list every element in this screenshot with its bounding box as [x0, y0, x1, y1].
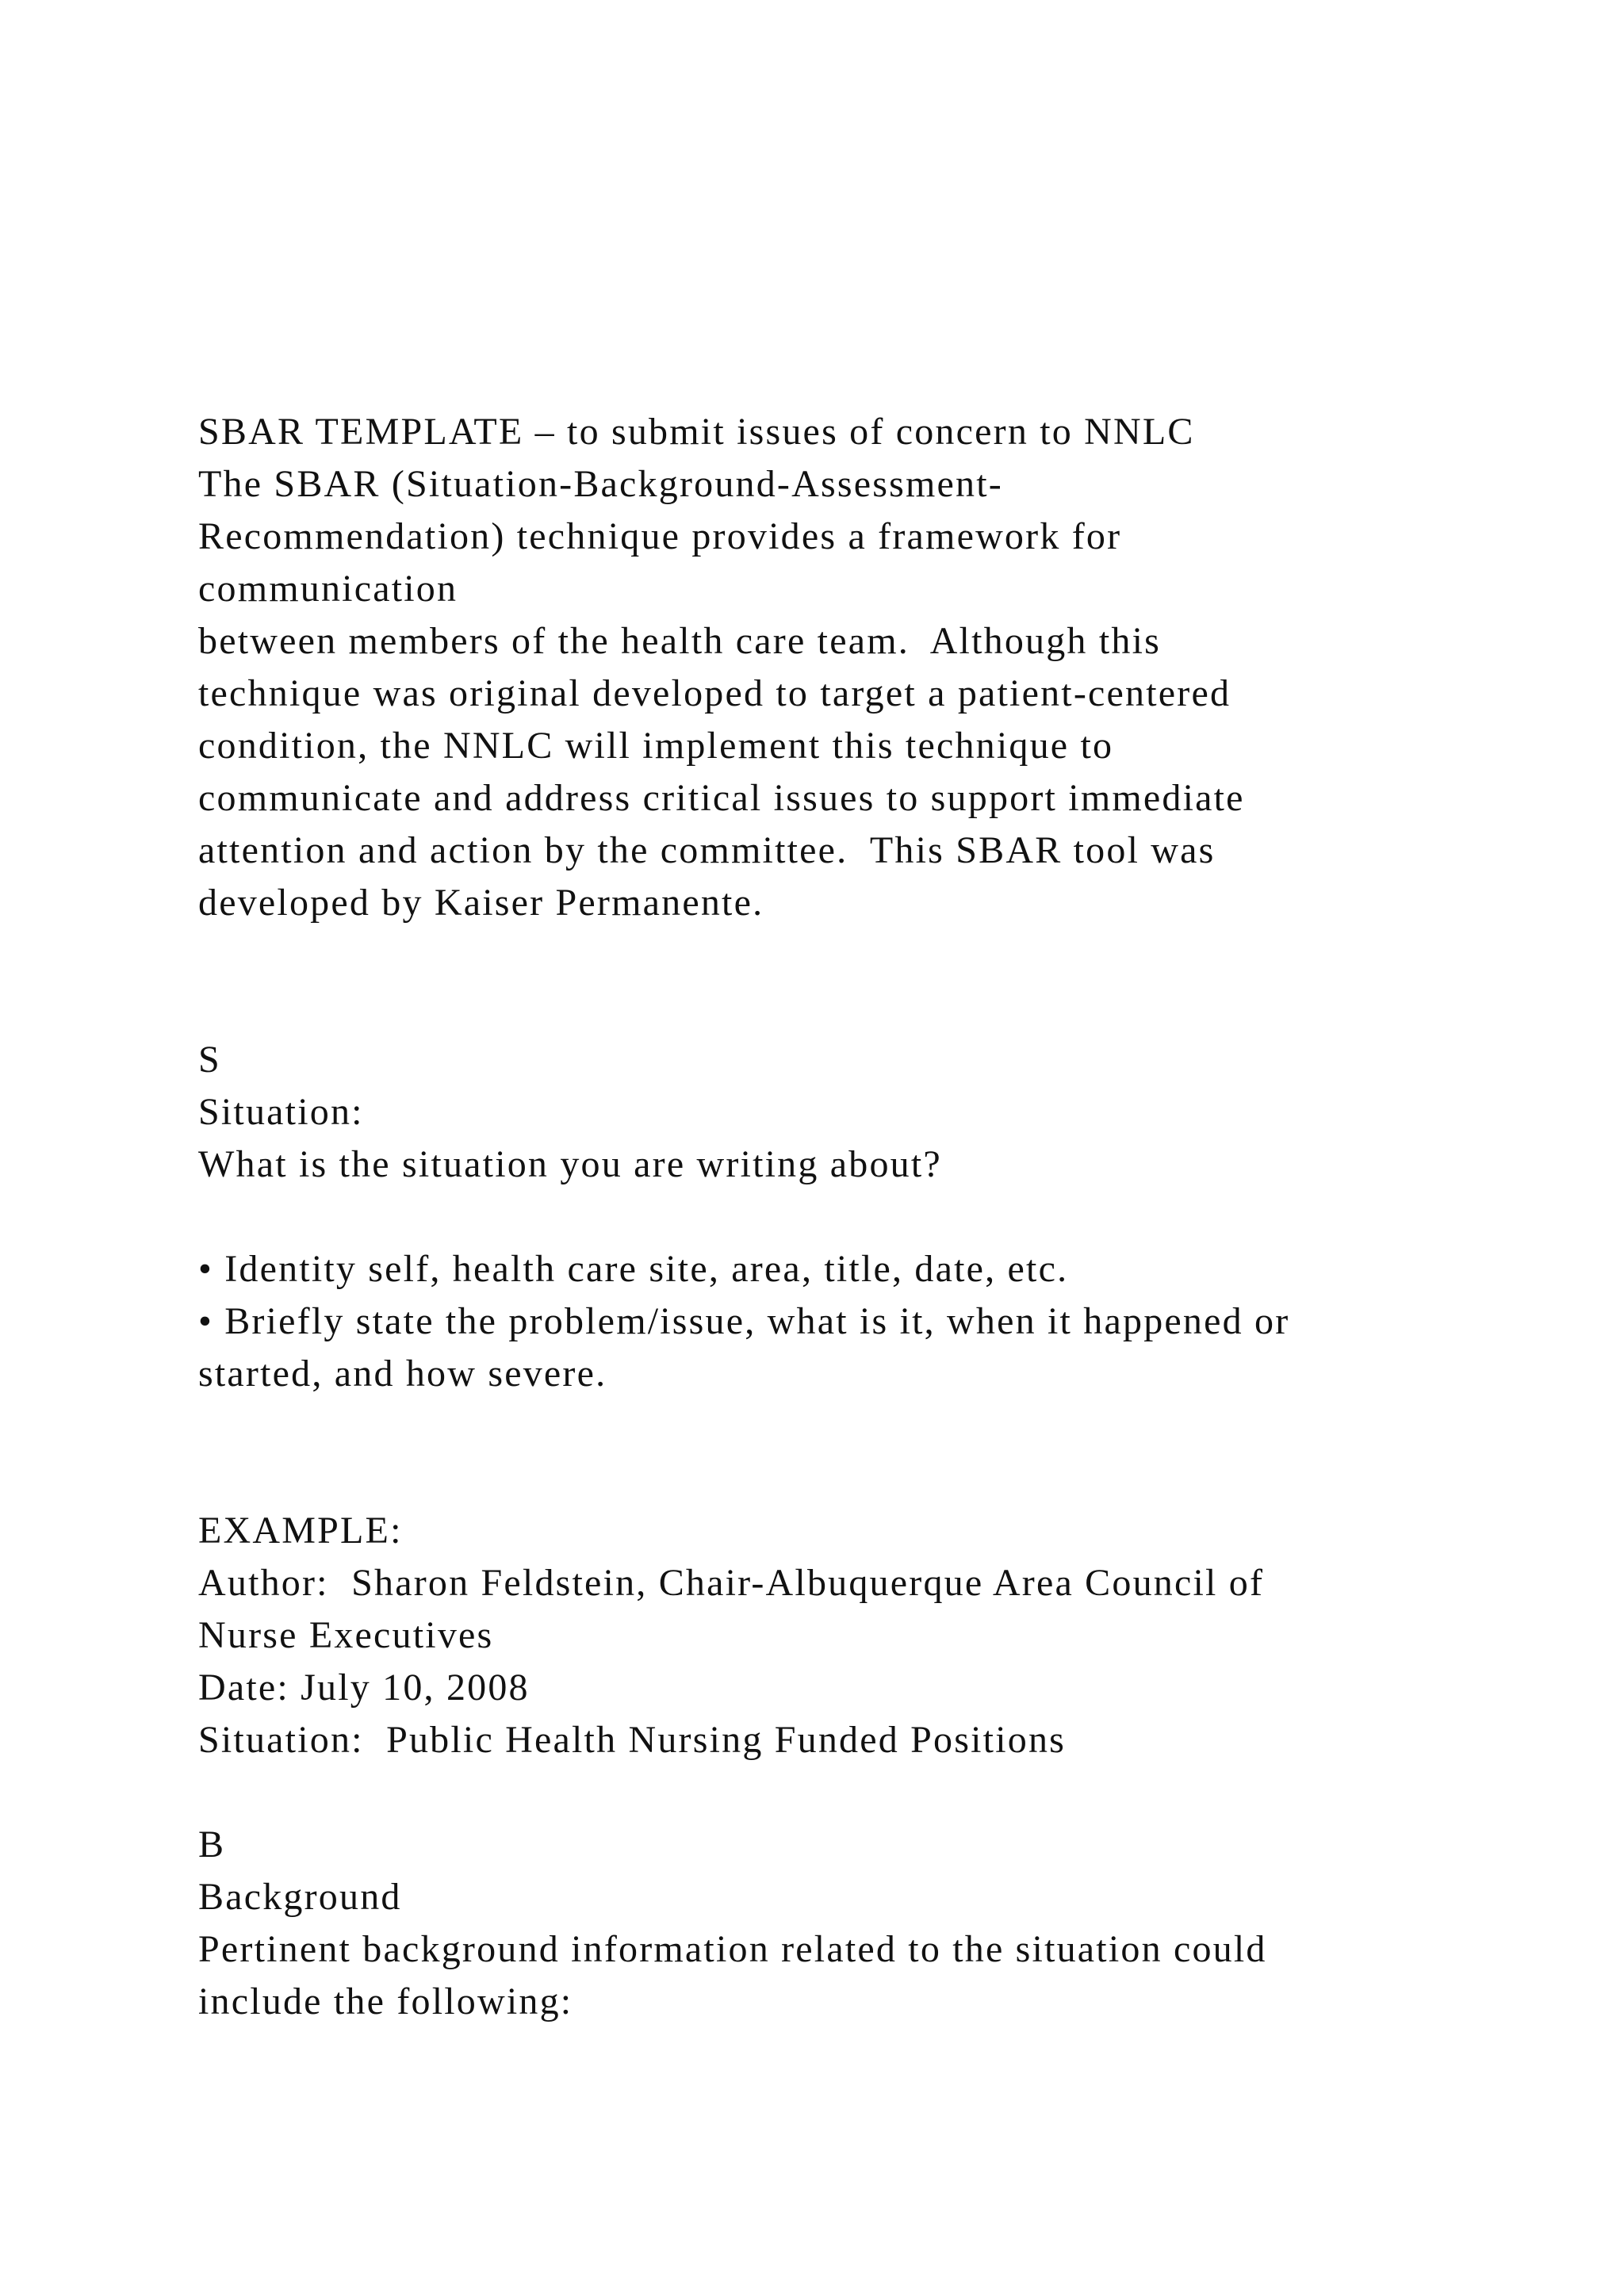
intro-line: between members of the health care team. Although this	[198, 620, 1161, 662]
spacer	[198, 929, 1618, 1034]
intro-line: The SBAR (Situation-Background-Assessment-	[198, 463, 1003, 505]
example-situation: Situation: Public Health Nursing Funded Positions	[198, 1719, 1067, 1761]
document-body	[198, 406, 1618, 2028]
intro-line: communication	[198, 568, 458, 610]
background-text: Pertinent background information related to the situation could	[198, 1928, 1267, 1970]
intro-line: Recommendation) technique provides a framework for	[198, 515, 1122, 557]
example-date: Date: July 10, 2008	[198, 1667, 530, 1709]
section-letter-s: S	[198, 1039, 221, 1081]
background-heading: Background	[198, 1876, 402, 1918]
situation-bullet: • Identity self, health care site, area, title, date, etc.	[198, 1248, 1069, 1290]
spacer	[198, 1191, 1618, 1243]
example-heading: EXAMPLE:	[198, 1510, 403, 1552]
spacer	[198, 1400, 1618, 1505]
intro-line: developed by Kaiser Permanente.	[198, 882, 764, 924]
situation-heading: Situation:	[198, 1091, 364, 1133]
section-letter-b: B	[198, 1823, 226, 1866]
situation-bullet-continuation: started, and how severe.	[198, 1353, 607, 1395]
intro-line: condition, the NNLC will implement this technique to	[198, 725, 1114, 767]
intro-line: technique was original developed to target a patient-centered	[198, 672, 1231, 714]
example-author: Author: Sharon Feldstein, Chair-Albuquerque Area Council of	[198, 1562, 1265, 1604]
intro-line: communicate and address critical issues to support immediate	[198, 777, 1245, 819]
intro-line: attention and action by the committee. This SBAR tool was	[198, 829, 1216, 871]
situation-question: What is the situation you are writing about?	[198, 1143, 942, 1185]
spacer	[198, 1766, 1618, 1819]
document-title: SBAR TEMPLATE – to submit issues of concern to NNLC	[198, 411, 1195, 453]
situation-bullet: • Briefly state the problem/issue, what is it, when it happened or	[198, 1300, 1290, 1342]
background-text: include the following:	[198, 1980, 573, 2022]
example-author-continuation: Nurse Executives	[198, 1614, 494, 1656]
